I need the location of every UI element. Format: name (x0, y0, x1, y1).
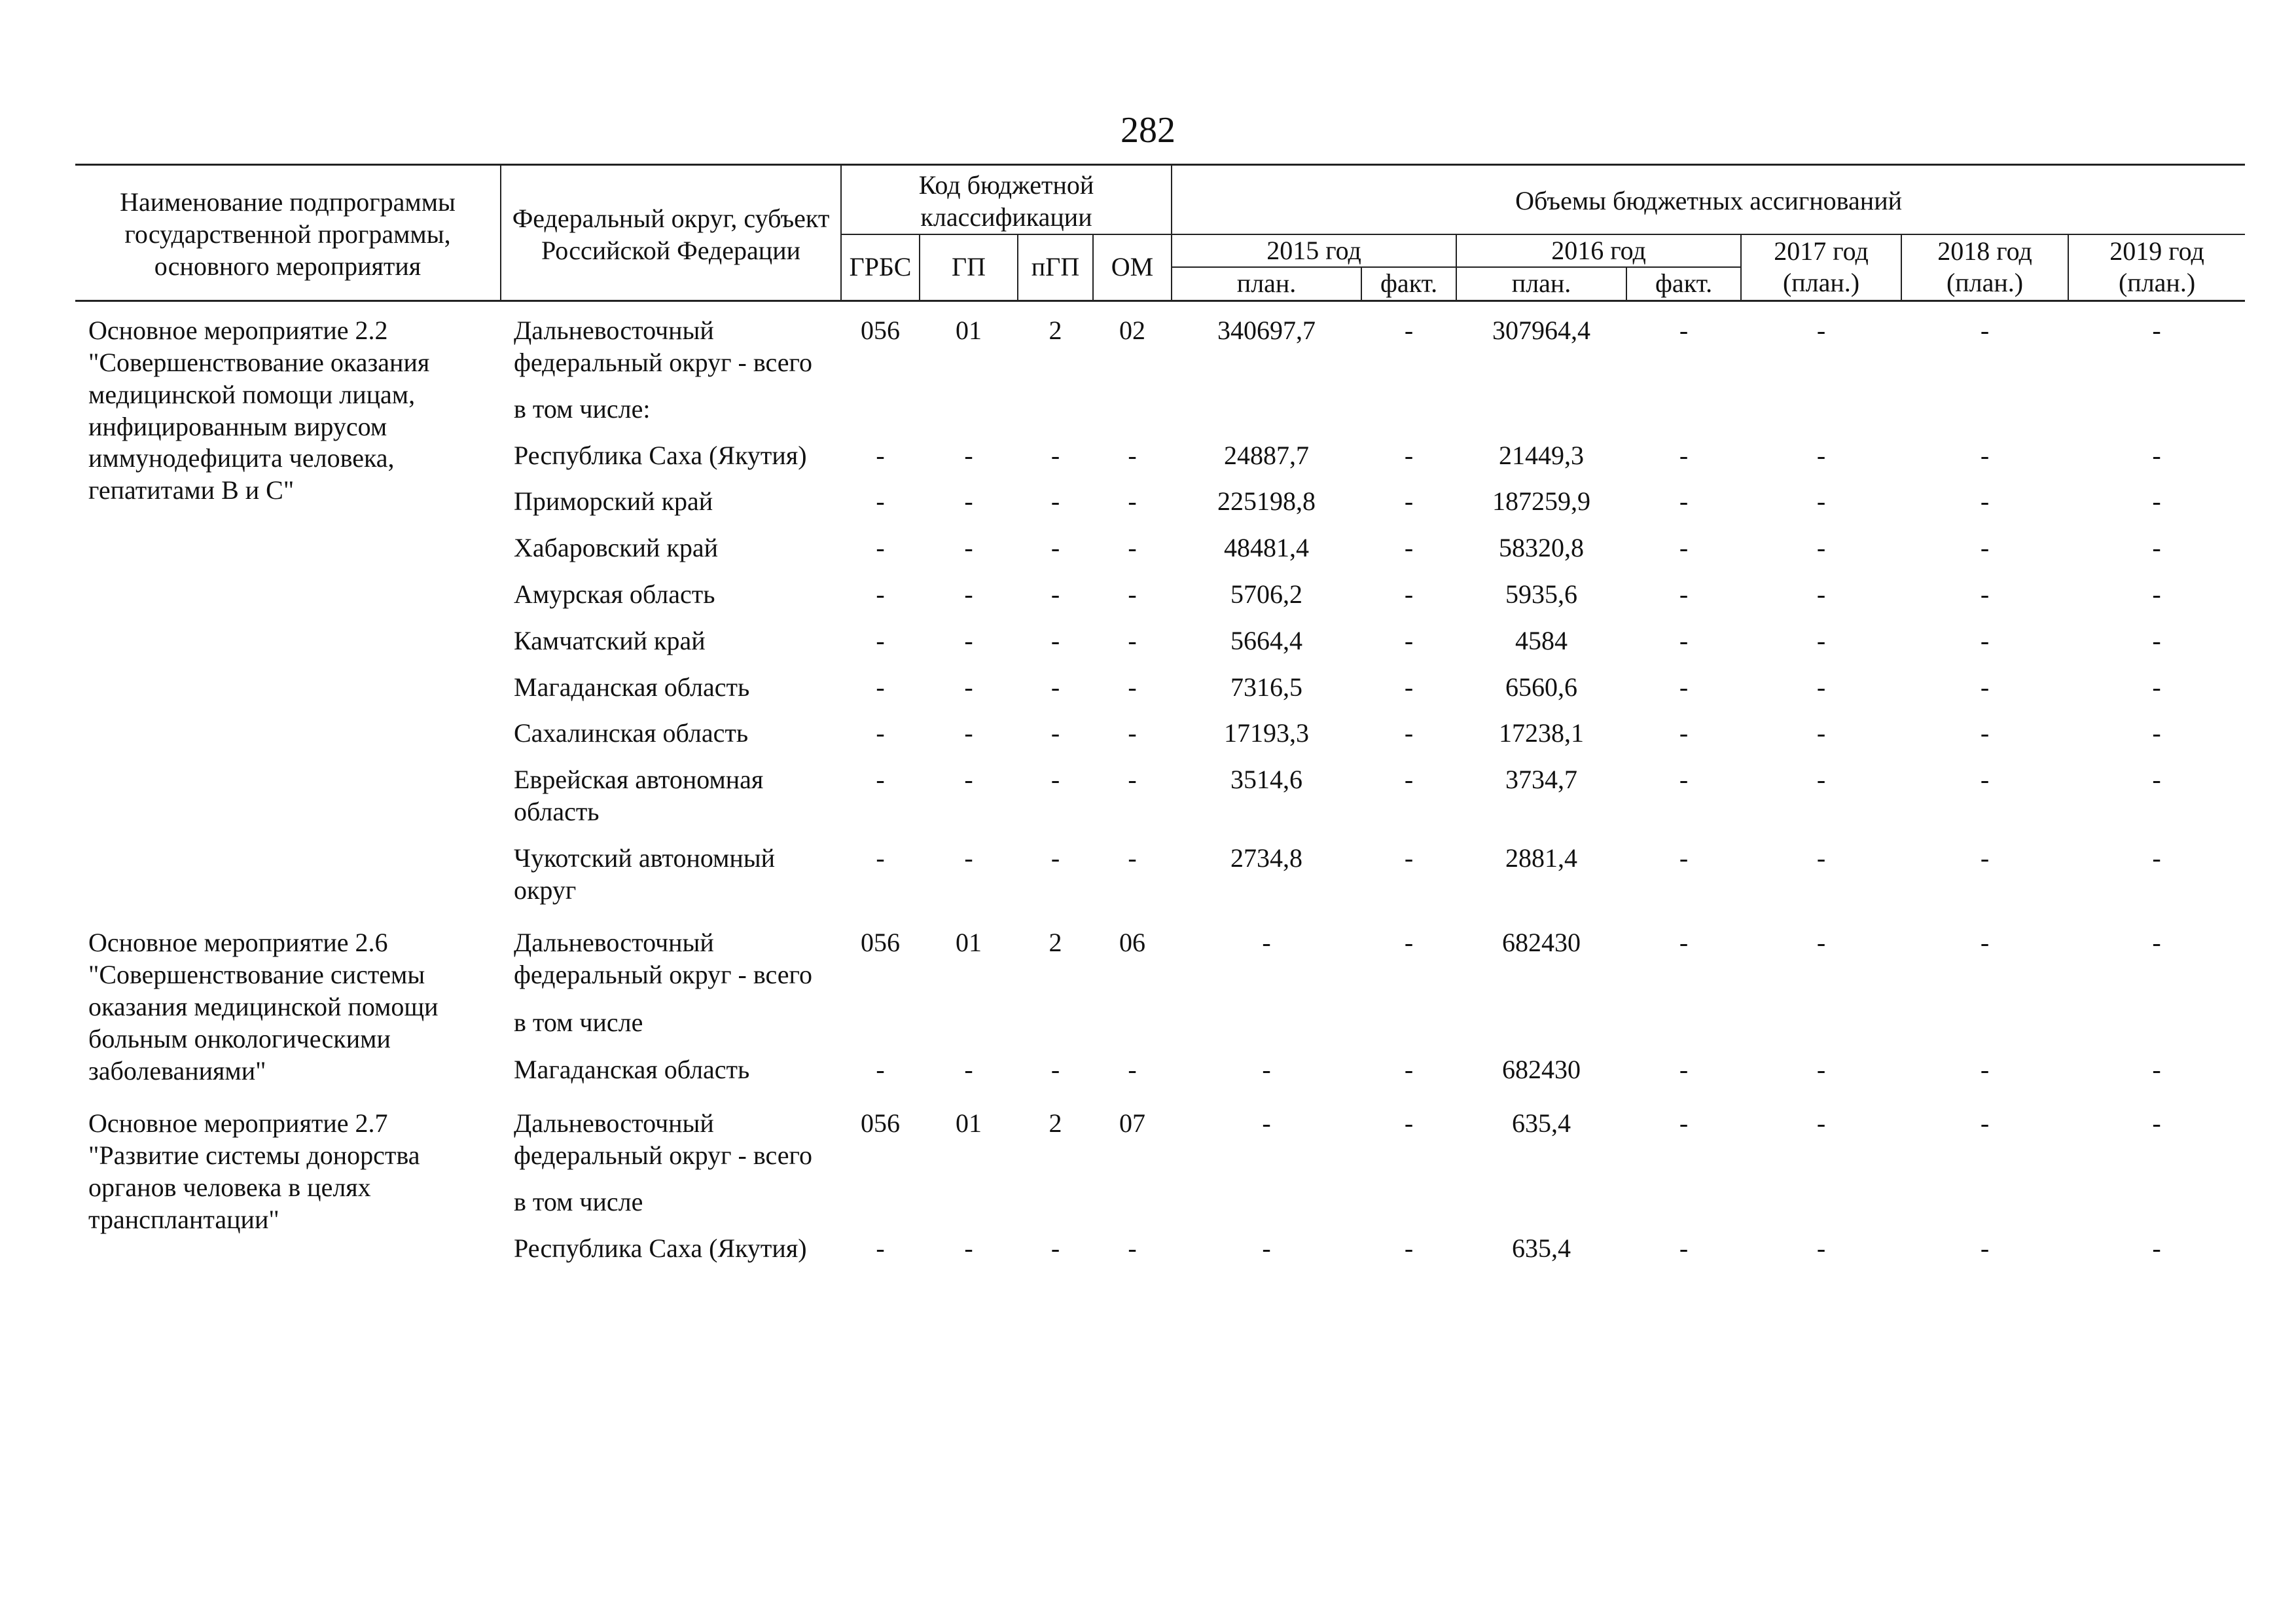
value-cell-pgp: 2 (1049, 1108, 1062, 1139)
value-cell-f2016: - (1679, 718, 1689, 748)
value-cell-pgp: - (1050, 718, 1060, 748)
value-cell-p2016 (1456, 387, 1626, 433)
header-year-2019 (2068, 234, 2245, 301)
header-volumes-group: Объемы бюджетных ассигнований (1172, 165, 2245, 234)
value-cell-p2015: - (1262, 1233, 1271, 1263)
value-cell-y2019 (2068, 387, 2245, 433)
value-cell-y2017: - (1816, 1108, 1826, 1139)
region-cell: Дальневосточный федеральный округ - всего (514, 316, 812, 377)
value-cell-y2019: - (2152, 672, 2161, 702)
value-cell-pgp: - (1050, 843, 1060, 873)
value-cell-om: - (1128, 533, 1137, 563)
value-cell-gp (920, 387, 1018, 433)
value-cell-f2015: - (1404, 718, 1414, 748)
value-cell-f2015: - (1404, 1055, 1414, 1085)
value-cell-grbs: - (876, 625, 885, 655)
value-cell-f2016 (1626, 1000, 1741, 1048)
region-cell: Амурская область (514, 579, 715, 609)
value-cell-om: 02 (1119, 316, 1146, 346)
value-cell-y2017: - (1816, 316, 1826, 346)
value-cell-y2017: - (1816, 440, 1826, 470)
value-cell-p2015: - (1262, 928, 1271, 958)
value-cell-p2016 (1456, 1000, 1626, 1048)
value-cell-p2015: 2734,8 (1230, 843, 1303, 873)
value-cell-y2017: - (1816, 928, 1826, 958)
value-cell-p2015: 5706,2 (1230, 579, 1303, 609)
value-cell-pgp: - (1050, 440, 1060, 470)
value-cell-grbs: - (876, 440, 885, 470)
value-cell-p2016: 5935,6 (1505, 579, 1578, 609)
value-cell-y2018 (1901, 387, 2068, 433)
value-cell-pgp (1018, 1180, 1093, 1226)
value-cell-y2019: - (2152, 1108, 2161, 1139)
value-cell-grbs: - (876, 843, 885, 873)
value-cell-p2015 (1172, 387, 1361, 433)
header-year-2018 (1901, 234, 2068, 301)
value-cell-f2016: - (1679, 672, 1689, 702)
activity-name: Основное мероприятие 2.6 "Совершенствование системы оказания медицинской помощи больным онкологическими заболеваниями" (88, 928, 439, 1085)
value-cell-pgp: - (1050, 765, 1060, 795)
table-header (75, 165, 2245, 301)
value-cell-y2019: - (2152, 579, 2161, 609)
header-gp: ГП (920, 234, 1018, 301)
value-cell-pgp: - (1050, 672, 1060, 702)
value-cell-y2018: - (1980, 1055, 1990, 1085)
value-cell-p2016: 307964,4 (1492, 316, 1591, 346)
value-cell-f2016: - (1679, 625, 1689, 655)
header-region-column: Федеральный округ, субъект Российской Федерации (501, 165, 841, 301)
value-cell-y2019: - (2152, 843, 2161, 873)
region-cell: в том числе (514, 1008, 643, 1038)
value-cell-y2018 (1901, 1000, 2068, 1048)
value-cell-gp: - (964, 672, 973, 702)
value-cell-gp: - (964, 533, 973, 563)
value-cell-om: - (1128, 672, 1137, 702)
value-cell-pgp: - (1050, 1233, 1060, 1263)
value-cell-f2016: - (1679, 765, 1689, 795)
value-cell-p2015: 3514,6 (1230, 765, 1303, 795)
value-cell-y2017 (1741, 1180, 1901, 1226)
value-cell-grbs: - (876, 718, 885, 748)
value-cell-y2019: - (2152, 718, 2161, 748)
value-cell-f2015: - (1404, 672, 1414, 702)
value-cell-p2016 (1456, 1180, 1626, 1226)
value-cell-om (1093, 1000, 1172, 1048)
value-cell-om: - (1128, 625, 1137, 655)
value-cell-f2015: - (1404, 579, 1414, 609)
value-cell-f2016: - (1679, 579, 1689, 609)
value-cell-y2018: - (1980, 1108, 1990, 1139)
value-cell-y2017 (1741, 387, 1901, 433)
value-cell-grbs: - (876, 533, 885, 563)
region-cell: Дальневосточный федеральный округ - всего (514, 1108, 812, 1171)
value-cell-f2016: - (1679, 1055, 1689, 1085)
value-cell-y2017 (1741, 1000, 1901, 1048)
value-cell-f2016 (1626, 1180, 1741, 1226)
value-cell-y2019 (2068, 1180, 2245, 1226)
region-cell: в том числе: (514, 393, 651, 424)
value-cell-pgp: - (1050, 579, 1060, 609)
value-cell-grbs (841, 1000, 920, 1048)
value-cell-pgp: - (1050, 1055, 1060, 1085)
value-cell-y2019: - (2152, 765, 2161, 795)
value-cell-gp: - (964, 486, 973, 517)
budget-table (75, 164, 2245, 1273)
value-cell-y2017: - (1816, 1055, 1826, 1085)
header-year-2018-plan: (план.) (1946, 268, 2024, 298)
value-cell-gp: 01 (956, 316, 982, 346)
value-cell-y2018: - (1980, 672, 1990, 702)
region-cell: Приморский край (514, 486, 713, 517)
value-cell-gp: - (964, 718, 973, 748)
value-cell-f2016: - (1679, 440, 1689, 470)
header-grbs: ГРБС (841, 234, 920, 301)
value-cell-f2015 (1361, 1000, 1456, 1048)
value-cell-om: - (1128, 1233, 1137, 1263)
value-cell-om (1093, 1180, 1172, 1226)
value-cell-p2016: 4584 (1515, 625, 1568, 655)
header-name-column: Наименование подпрограммы государственной программы, основного мероприятия (75, 165, 501, 301)
value-cell-pgp: 2 (1049, 316, 1062, 346)
header-year-2017-plan: (план.) (1782, 268, 1860, 298)
value-cell-y2019: - (2152, 486, 2161, 517)
value-cell-f2016: - (1679, 1108, 1689, 1139)
value-cell-y2018: - (1980, 486, 1990, 517)
value-cell-p2015: 5664,4 (1230, 625, 1303, 655)
value-cell-y2019: - (2152, 1055, 2161, 1085)
region-cell: Чукотский автономный округ (514, 843, 776, 905)
value-cell-y2017: - (1816, 718, 1826, 748)
value-cell-gp: - (964, 1233, 973, 1263)
region-cell: в том числе (514, 1186, 643, 1216)
header-2016-fact: факт. (1626, 267, 1741, 301)
value-cell-grbs: 056 (861, 928, 900, 958)
value-cell-f2016: - (1679, 843, 1689, 873)
value-cell-y2018: - (1980, 579, 1990, 609)
value-cell-om: - (1128, 579, 1137, 609)
header-pgp: пГП (1018, 234, 1093, 301)
value-cell-p2016: 3734,7 (1505, 765, 1578, 795)
value-cell-y2018: - (1980, 625, 1990, 655)
value-cell-gp: - (964, 843, 973, 873)
region-cell: Республика Саха (Якутия) (514, 440, 807, 470)
value-cell-p2016: 6560,6 (1505, 672, 1578, 702)
value-cell-y2018: - (1980, 765, 1990, 795)
header-year-2017-label: 2017 год (1774, 236, 1869, 266)
value-cell-grbs: - (876, 579, 885, 609)
value-cell-p2015: - (1262, 1108, 1271, 1139)
value-cell-f2016: - (1679, 316, 1689, 346)
value-cell-pgp: - (1050, 486, 1060, 517)
value-cell-om: - (1128, 486, 1137, 517)
value-cell-f2016: - (1679, 928, 1689, 958)
value-cell-f2015: - (1404, 316, 1414, 346)
value-cell-p2015: 225198,8 (1217, 486, 1316, 517)
value-cell-grbs: 056 (861, 316, 900, 346)
header-year-2016: 2016 год (1456, 234, 1741, 268)
value-cell-p2015: 48481,4 (1224, 533, 1310, 563)
header-om: ОМ (1093, 234, 1172, 301)
region-cell: Магаданская область (514, 672, 750, 702)
value-cell-om: - (1128, 765, 1137, 795)
value-cell-grbs (841, 1180, 920, 1226)
value-cell-gp (920, 1180, 1018, 1226)
value-cell-p2016: 682430 (1502, 1055, 1581, 1085)
value-cell-y2017: - (1816, 843, 1826, 873)
value-cell-p2016: 635,4 (1512, 1233, 1571, 1263)
value-cell-p2016: 21449,3 (1499, 440, 1585, 470)
header-year-2018-label: 2018 год (1937, 236, 2032, 266)
value-cell-f2015: - (1404, 928, 1414, 958)
value-cell-om (1093, 387, 1172, 433)
value-cell-gp: 01 (956, 1108, 982, 1139)
region-cell: Магаданская область (514, 1055, 750, 1085)
value-cell-f2015: - (1404, 843, 1414, 873)
value-cell-y2017: - (1816, 486, 1826, 517)
value-cell-y2018: - (1980, 843, 1990, 873)
value-cell-om: - (1128, 440, 1137, 470)
value-cell-p2016: 635,4 (1512, 1108, 1571, 1139)
value-cell-p2015: 24887,7 (1224, 440, 1310, 470)
value-cell-gp: - (964, 579, 973, 609)
value-cell-y2017: - (1816, 625, 1826, 655)
value-cell-y2019: - (2152, 440, 2161, 470)
value-cell-f2015: - (1404, 486, 1414, 517)
value-cell-gp: - (964, 1055, 973, 1085)
value-cell-pgp: 2 (1049, 928, 1062, 958)
table-row (75, 914, 2245, 1000)
value-cell-f2016: - (1679, 1233, 1689, 1263)
value-cell-y2019: - (2152, 316, 2161, 346)
value-cell-y2018: - (1980, 928, 1990, 958)
value-cell-gp (920, 1000, 1018, 1048)
budget-table-container (75, 164, 2245, 1273)
value-cell-p2016: 187259,9 (1492, 486, 1591, 517)
value-cell-p2016: 58320,8 (1499, 533, 1585, 563)
table-row (75, 301, 2245, 387)
value-cell-grbs: - (876, 1055, 885, 1085)
region-cell: Хабаровский край (514, 533, 718, 563)
value-cell-p2015: - (1262, 1055, 1271, 1085)
region-cell: Дальневосточный федеральный округ - всего (514, 928, 812, 990)
value-cell-om: 07 (1119, 1108, 1146, 1139)
header-year-2019-plan: (план.) (2118, 268, 2196, 298)
value-cell-f2015 (1361, 1180, 1456, 1226)
region-cell: Камчатский край (514, 625, 706, 655)
value-cell-y2019: - (2152, 928, 2161, 958)
value-cell-f2016: - (1679, 533, 1689, 563)
value-cell-y2018: - (1980, 1233, 1990, 1263)
value-cell-f2015: - (1404, 1233, 1414, 1263)
value-cell-pgp: - (1050, 533, 1060, 563)
value-cell-grbs (841, 387, 920, 433)
value-cell-gp: 01 (956, 928, 982, 958)
value-cell-f2015: - (1404, 440, 1414, 470)
value-cell-om: 06 (1119, 928, 1146, 958)
value-cell-y2018 (1901, 1180, 2068, 1226)
header-year-2019-label: 2019 год (2109, 236, 2204, 266)
value-cell-om: - (1128, 718, 1137, 748)
value-cell-f2015 (1361, 387, 1456, 433)
value-cell-f2015: - (1404, 765, 1414, 795)
value-cell-pgp (1018, 1000, 1093, 1048)
header-year-2017 (1741, 234, 1901, 301)
value-cell-p2015: 7316,5 (1230, 672, 1303, 702)
value-cell-f2016 (1626, 387, 1741, 433)
value-cell-y2017: - (1816, 579, 1826, 609)
value-cell-p2015 (1172, 1000, 1361, 1048)
value-cell-p2016: 682430 (1502, 928, 1581, 958)
value-cell-y2017: - (1816, 533, 1826, 563)
value-cell-om: - (1128, 843, 1137, 873)
value-cell-pgp: - (1050, 625, 1060, 655)
value-cell-p2015: 340697,7 (1217, 316, 1316, 346)
header-2015-fact: факт. (1361, 267, 1456, 301)
value-cell-gp: - (964, 625, 973, 655)
header-2016-plan: план. (1456, 267, 1626, 301)
value-cell-grbs: - (876, 1233, 885, 1263)
value-cell-p2015 (1172, 1180, 1361, 1226)
value-cell-y2019: - (2152, 533, 2161, 563)
value-cell-y2018: - (1980, 718, 1990, 748)
region-cell: Республика Саха (Якутия) (514, 1233, 807, 1263)
value-cell-y2017: - (1816, 1233, 1826, 1263)
value-cell-pgp (1018, 387, 1093, 433)
value-cell-y2018: - (1980, 316, 1990, 346)
value-cell-y2019: - (2152, 1233, 2161, 1263)
value-cell-y2019: - (2152, 625, 2161, 655)
value-cell-gp: - (964, 765, 973, 795)
value-cell-om: - (1128, 1055, 1137, 1085)
header-year-2015: 2015 год (1172, 234, 1456, 268)
value-cell-grbs: - (876, 672, 885, 702)
table-row (75, 1095, 2245, 1180)
value-cell-y2017: - (1816, 765, 1826, 795)
value-cell-p2015: 17193,3 (1224, 718, 1310, 748)
value-cell-p2016: 17238,1 (1499, 718, 1585, 748)
region-cell: Сахалинская область (514, 718, 749, 748)
value-cell-y2019 (2068, 1000, 2245, 1048)
value-cell-f2016: - (1679, 486, 1689, 517)
page-number: 282 (1121, 110, 1175, 151)
value-cell-grbs: 056 (861, 1108, 900, 1139)
value-cell-y2017: - (1816, 672, 1826, 702)
value-cell-grbs: - (876, 765, 885, 795)
activity-name: Основное мероприятие 2.7 "Развитие системы донорства органов человека в целях трансплантации" (88, 1108, 420, 1234)
region-cell: Еврейская автономная область (514, 765, 764, 826)
value-cell-f2015: - (1404, 1108, 1414, 1139)
activity-name: Основное мероприятие 2.2 "Совершенствование оказания медицинской помощи лицам, инфицированным вирусом иммунодефицита человека, гепатитами B и C" (88, 316, 430, 505)
value-cell-y2018: - (1980, 440, 1990, 470)
value-cell-y2018: - (1980, 533, 1990, 563)
value-cell-p2016: 2881,4 (1505, 843, 1578, 873)
value-cell-f2015: - (1404, 625, 1414, 655)
table-body (75, 301, 2245, 1273)
header-2015-plan: план. (1172, 267, 1361, 301)
value-cell-f2015: - (1404, 533, 1414, 563)
header-code-group: Код бюджетной классификации (841, 165, 1172, 234)
value-cell-gp: - (964, 440, 973, 470)
value-cell-grbs: - (876, 486, 885, 517)
